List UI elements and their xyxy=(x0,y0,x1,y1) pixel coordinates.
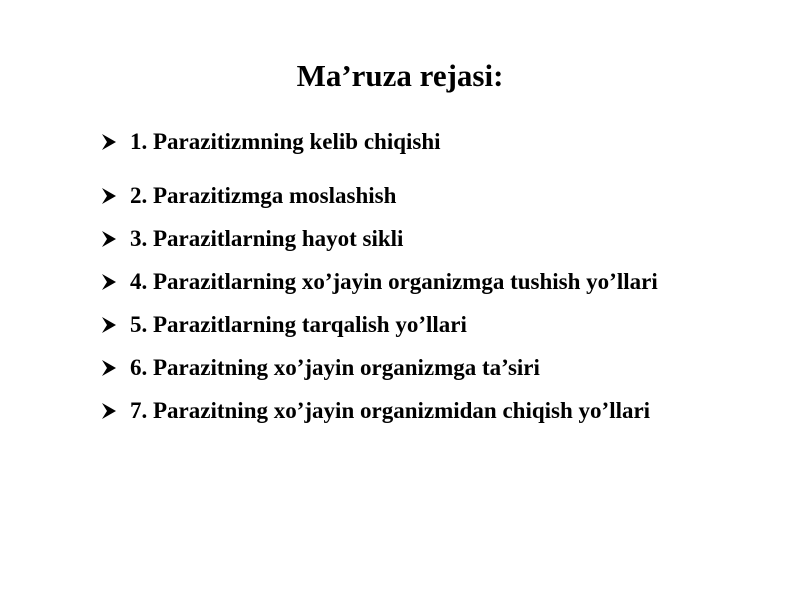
arrowhead-bullet-icon xyxy=(100,266,130,298)
list-item-text: 7. Parazitning xo’jayin organizmidan chiqish yo’llari xyxy=(130,398,651,423)
list-item xyxy=(100,395,790,427)
list-item-text: 3. Parazitlarning hayot sikli xyxy=(130,226,404,251)
list-item-text: 5. Parazitlarning tarqalish yo’llari xyxy=(130,312,467,337)
list-item-text: 2. Parazitizmga moslashish xyxy=(130,183,397,208)
list-item-text: 4. Parazitlarning xo’jayin organizmga tushish yo’llari xyxy=(130,269,658,294)
arrowhead-bullet-icon xyxy=(100,309,130,341)
arrowhead-bullet-icon xyxy=(100,395,130,427)
list-item xyxy=(100,309,790,341)
list-item xyxy=(100,266,790,298)
list-item xyxy=(100,126,790,158)
agenda-list xyxy=(100,0,790,600)
arrowhead-bullet-icon xyxy=(100,223,130,255)
list-item xyxy=(100,223,790,255)
list-item xyxy=(100,352,790,384)
slide-title: Ma’ruza rejasi: xyxy=(296,58,504,93)
list-item xyxy=(100,180,790,212)
list-item-text: 6. Parazitning xo’jayin organizmga ta’siri xyxy=(130,355,540,380)
list-item-text: 1. Parazitizmning kelib chiqishi xyxy=(130,129,441,154)
arrowhead-bullet-icon xyxy=(100,180,130,212)
arrowhead-bullet-icon xyxy=(100,126,130,158)
arrowhead-bullet-icon xyxy=(100,352,130,384)
